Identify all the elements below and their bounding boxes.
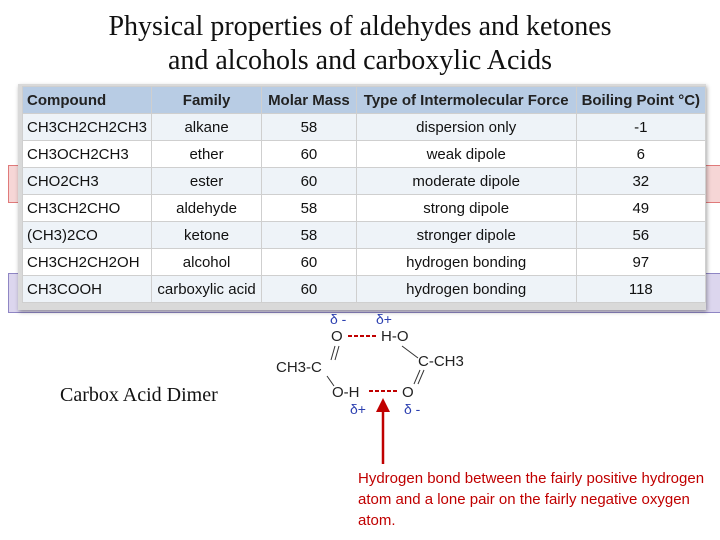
molar-mass-cell: 58 bbox=[262, 195, 357, 222]
compound-cell: (CH3)2CO bbox=[23, 222, 152, 249]
double-bond-left-a bbox=[331, 346, 335, 360]
family-cell: alkane bbox=[152, 114, 262, 141]
double-bond-left-b bbox=[335, 346, 339, 360]
header-compound: Compound bbox=[23, 87, 152, 114]
pointer-arrow-head bbox=[376, 398, 390, 412]
oh-bottom: O-H bbox=[332, 384, 360, 401]
compound-cell: CH3CH2CH2OH bbox=[23, 249, 152, 276]
boiling-point-cell: 56 bbox=[576, 222, 705, 249]
boiling-point-cell: -1 bbox=[576, 114, 705, 141]
compound-cell: CH3CH2CH2CH3 bbox=[23, 114, 152, 141]
boiling-point-cell: 6 bbox=[576, 141, 705, 168]
molar-mass-cell: 60 bbox=[262, 249, 357, 276]
force-type-cell: stronger dipole bbox=[356, 222, 576, 249]
boiling-point-cell: 97 bbox=[576, 249, 705, 276]
compound-cell: CH3OCH2CH3 bbox=[23, 141, 152, 168]
header-molar-mass: Molar Mass bbox=[262, 87, 357, 114]
oxygen-top-left: O bbox=[331, 328, 343, 345]
boiling-point-cell: 32 bbox=[576, 168, 705, 195]
title-line-1: Physical properties of aldehydes and ketones bbox=[108, 11, 612, 42]
force-type-cell: dispersion only bbox=[356, 114, 576, 141]
family-cell: alcohol bbox=[152, 249, 262, 276]
compound-cell: CH3CH2CHO bbox=[23, 195, 152, 222]
oxygen-bottom-right: O bbox=[402, 384, 414, 401]
header-family: Family bbox=[152, 87, 262, 114]
family-cell: ester bbox=[152, 168, 262, 195]
ch3c-left: CH3-C bbox=[276, 359, 322, 376]
molar-mass-cell: 60 bbox=[262, 141, 357, 168]
delta-minus-top: δ - bbox=[330, 311, 347, 327]
dimer-caption: Carbox Acid Dimer bbox=[60, 384, 218, 406]
compound-cell: CHO2CH3 bbox=[23, 168, 152, 195]
ho-top: H-O bbox=[381, 328, 409, 345]
family-cell: aldehyde bbox=[152, 195, 262, 222]
hydrogen-bond-note: Hydrogen bond between the fairly positive hydrogen atom and a lone pair on the fairly negative oxygen atom. bbox=[358, 470, 705, 529]
title-line-2: and alcohols and carboxylic Acids bbox=[167, 45, 553, 76]
delta-minus-bottom: δ - bbox=[404, 401, 421, 417]
molar-mass-cell: 60 bbox=[262, 168, 357, 195]
header-force-type: Type of Intermolecular Force bbox=[356, 87, 576, 114]
compound-cell: CH3COOH bbox=[23, 276, 152, 303]
force-type-cell: weak dipole bbox=[356, 141, 576, 168]
family-cell: ether bbox=[152, 141, 262, 168]
boiling-point-cell: 49 bbox=[576, 195, 705, 222]
header-boiling-point: Boiling Point °C) bbox=[576, 87, 705, 114]
force-type-cell: hydrogen bonding bbox=[356, 249, 576, 276]
molar-mass-cell: 60 bbox=[262, 276, 357, 303]
family-cell: ketone bbox=[152, 222, 262, 249]
cch3-right: C-CH3 bbox=[418, 353, 464, 370]
boiling-point-cell: 118 bbox=[576, 276, 705, 303]
molar-mass-cell: 58 bbox=[262, 222, 357, 249]
force-type-cell: moderate dipole bbox=[356, 168, 576, 195]
force-type-cell: strong dipole bbox=[356, 195, 576, 222]
single-bond-right-top bbox=[402, 346, 418, 358]
delta-plus-bottom: δ+ bbox=[350, 401, 366, 417]
force-type-cell: hydrogen bonding bbox=[356, 276, 576, 303]
family-cell: carboxylic acid bbox=[152, 276, 262, 303]
molar-mass-cell: 58 bbox=[262, 114, 357, 141]
delta-plus-top: δ+ bbox=[376, 311, 392, 327]
